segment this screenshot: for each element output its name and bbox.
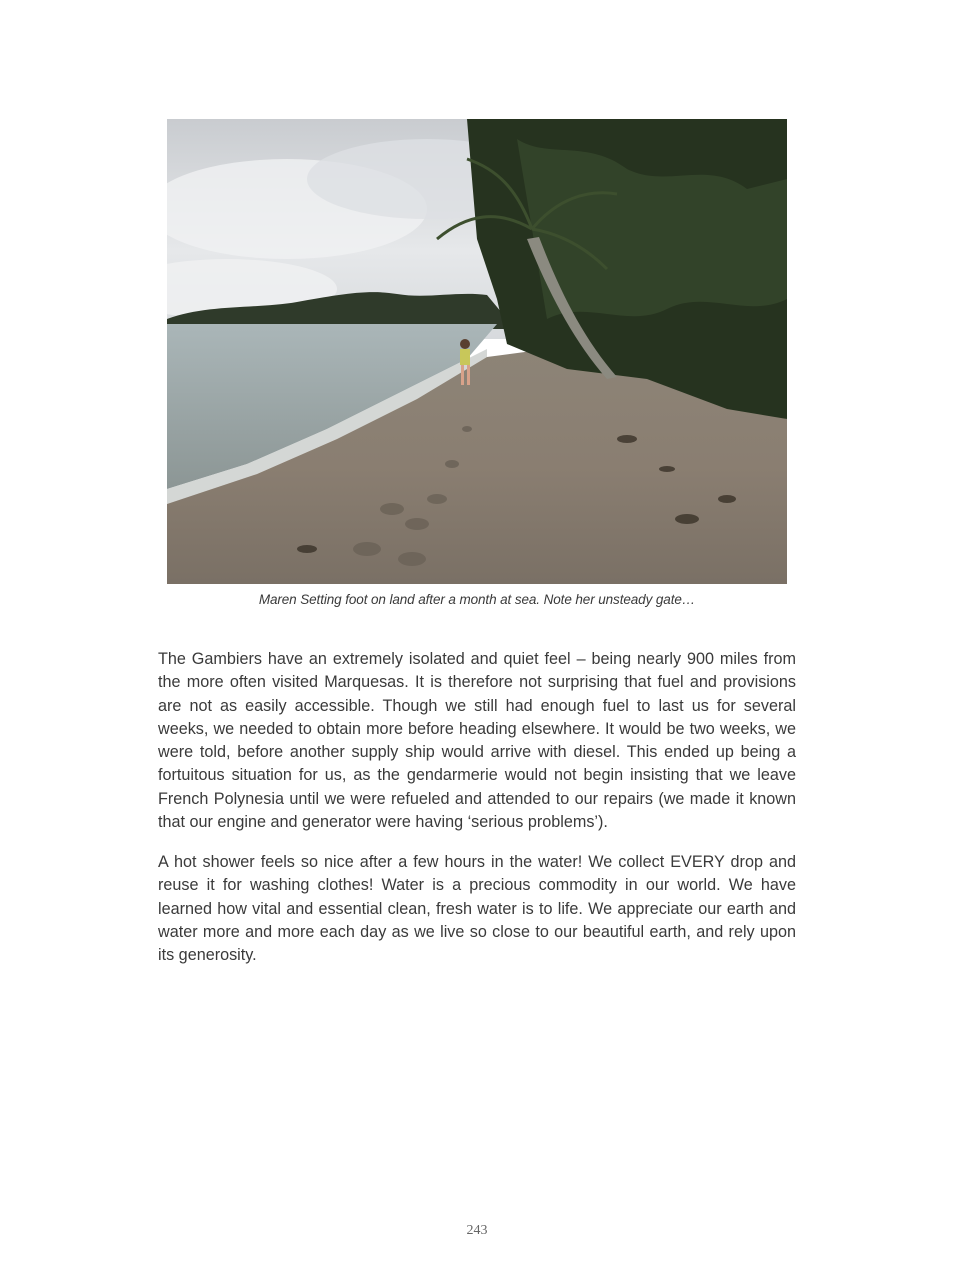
paragraph: A hot shower feels so nice after a few hours in the water! We collect EVERY drop and reuse it for washing clothes! Water is a precious commodity in our world. We have learned how vital and essential clean, fresh water is to life. We appreciate our earth and water more and more each day as we live so close to our beautiful earth, and rely upon its generosity. [158, 853, 796, 965]
paragraph: The Gambiers have an extremely isolated and quiet feel – being nearly 900 miles from the more often visited Marquesas. It is therefore not surprising that fuel and provisions are not as easily accessible. Though we still had enough fuel to last us for several weeks, we needed to obtain more before heading elsewhere. It would be two weeks, we were told, before another supply ship would arrive with diesel. This ended up being a fortuitous situation for us, as the gendarmerie would not begin insisting that we leave French Polynesia until we were refueled and attended to our repairs (we made it known that our engine and generator were having ‘serious problems’). [158, 650, 796, 832]
page-number: 243 [466, 1223, 488, 1238]
figure-caption: Maren Setting foot on land after a month at sea. Note her unsteady gate… [258, 592, 696, 607]
beach-photo [167, 119, 787, 584]
beach-photo-illustration [167, 119, 787, 584]
